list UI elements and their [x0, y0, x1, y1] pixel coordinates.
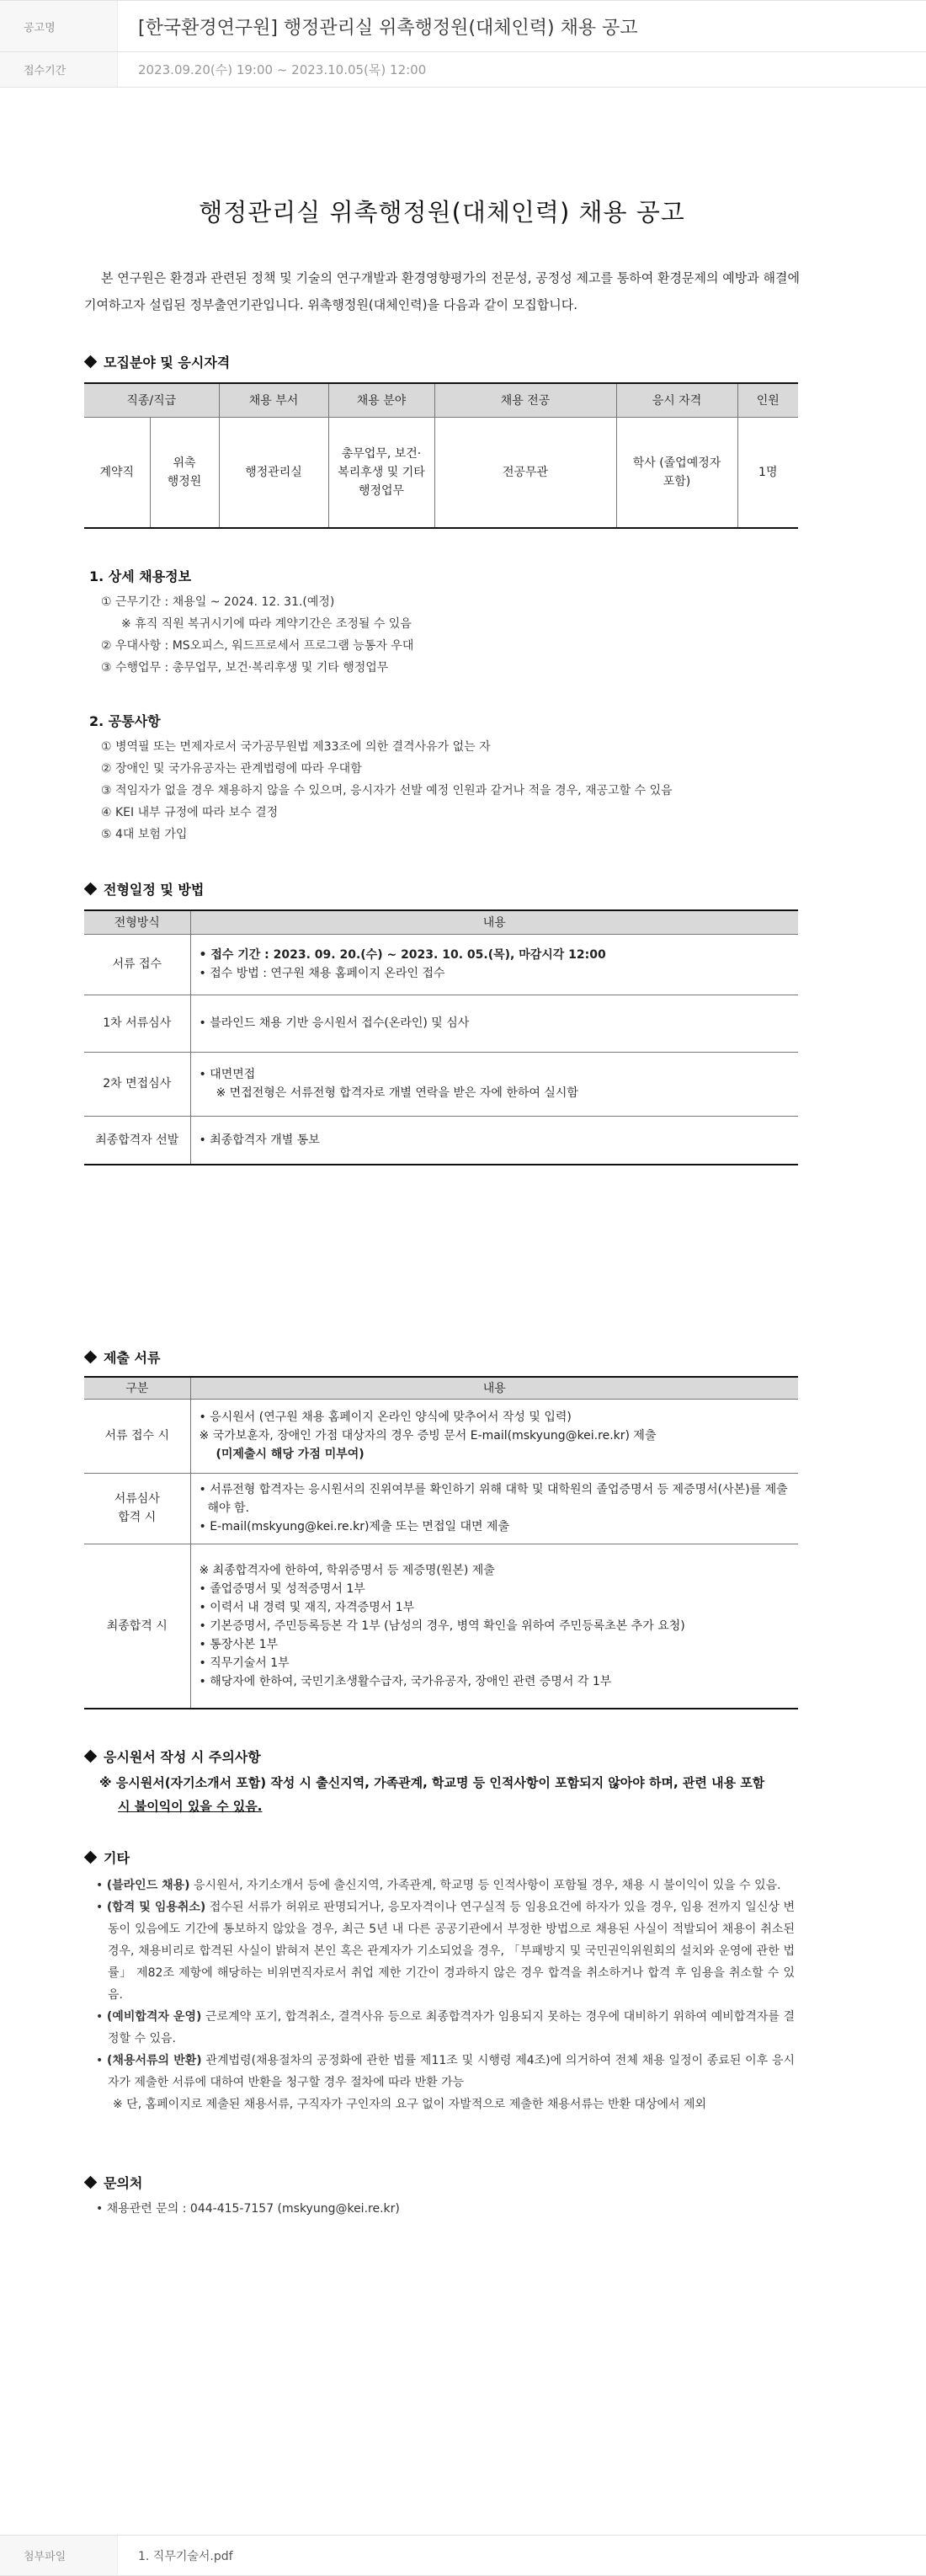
process-content	[190, 1052, 798, 1116]
table-row	[84, 1544, 798, 1709]
table-row	[84, 1473, 798, 1544]
caution-text-2: 시 불이익이 있을 수 있음.	[118, 1799, 263, 1814]
period-label: 접수기간	[0, 52, 118, 87]
contact-line: • 채용관련 문의 : 044-415-7157 (mskyung@kei.re.kr)	[96, 2202, 400, 2216]
table-row	[84, 934, 798, 995]
docs-line: (미제출시 해당 가점 미부여)	[216, 1448, 365, 1461]
detail-heading: 1. 상세 채용정보	[89, 568, 192, 584]
docs-line: • 서류전형 합격자는 응시원서의 진위여부를 확인하기 위해 대학 및 대학원의 졸업증명서 등 제증명서(사본)를 제출해야 함.	[199, 1483, 788, 1515]
period-value: 2023.09.20(수) 19:00 ~ 2023.10.05(목) 12:00	[138, 62, 427, 77]
docs-line: • 응시원서 (연구원 채용 홈페이지 온라인 양식에 맞추어서 작성 및 입력)	[199, 1411, 572, 1424]
detail-item: ① 근무기간 : 채용일 ~ 2024. 12. 31.(예정)	[101, 595, 335, 609]
etc-tag: (예비합격자 운영)	[106, 2010, 202, 2024]
diamond-bullet-icon	[84, 1851, 98, 1864]
process-line: • 블라인드 채용 기반 응시원서 접수(온라인) 및 심사	[199, 1016, 470, 1030]
table-row	[84, 1052, 798, 1116]
docs-name: 서류 접수 시	[84, 1399, 190, 1473]
docs-line: • 직무기술서 1부	[199, 1656, 290, 1670]
process-line: • 대면면접	[199, 1068, 256, 1081]
attachment-row	[0, 2535, 926, 2576]
detail-item: ③ 수행업무 : 총무업무, 보건·복리후생 및 기타 행정업무	[101, 661, 389, 675]
section-etc-heading: 기타	[104, 1850, 130, 1866]
section-docs	[84, 1347, 160, 1367]
table-row	[84, 417, 798, 528]
diamond-bullet-icon	[84, 2176, 98, 2189]
caution-text-1: ※ 응시원서(자기소개서 포함) 작성 시 출신지역, 가족관계, 학교명 등 인적사항이 포함되지 않아야 하며, 관련 내용 포함	[99, 1775, 765, 1790]
docs-line: • 기본증명서, 주민등록등본 각 1부 (남성의 경우, 병역 확인을 위하여 주민등록초본 추가 요청)	[199, 1619, 685, 1633]
etc-text: 근로계약 포기, 합격취소, 결격사유 등으로 최종합격자가 임용되지 못하는 경우에 대비하기 위하여 예비합격자를 결정할 수 있음.	[108, 2010, 795, 2045]
col-header: 인원	[737, 383, 798, 417]
cell-count: 1명	[737, 417, 798, 528]
etc-item: • (합격 및 임용취소) 접수된 서류가 허위로 판명되거나, 응모자격이나 연구실적 등 임용요건에 하자가 있을 경우, 임용 전까지 일신상 변동이 있음에도 기간에 통보하지 않았을 경우, 최근 5년 내 다른 공공기관에서 부정한 방법으로 채용된 사실이 적발되어 채용이 취소된 경우, 채용비리로 합격된 사실이 밝혀져 본인 혹은 관계자가 기소되었을 경우, 「부패방지 및 국민권익위원회의 설치와 운영에 관한 법률」 제82조 제항에 해당하는 비위면직자로서 취업 제한 기간이 경과하지 않은 경우 합격을 취소하거나 합격 후 임용을 취소할 수 있음.	[96, 1901, 795, 2002]
process-line: • 최종합격자 개별 통보	[199, 1133, 320, 1147]
etc-tag: (합격 및 임용취소)	[106, 1901, 206, 1914]
section-process-heading: 전형일정 및 방법	[104, 882, 205, 898]
period-row	[0, 52, 926, 88]
docs-line: • 졸업증명서 및 성적증명서 1부	[199, 1581, 365, 1596]
common-item: ④ KEI 내부 규정에 따라 보수 결정	[101, 806, 279, 819]
attachment-file-link[interactable]: 1. 직무기술서.pdf	[138, 2549, 233, 2563]
common-item: ⑤ 4대 보험 가입	[101, 828, 188, 841]
table-row	[84, 995, 798, 1052]
process-line: • 접수 방법 : 연구원 채용 홈페이지 온라인 접수	[199, 967, 445, 980]
docs-line: ※ 국가보훈자, 장애인 가점 대상자의 경우 증빙 문서 E-mail(mskyung@kei.re.kr) 제출	[199, 1429, 657, 1443]
process-line: • 접수 기간 : 2023. 09. 20.(수) ~ 2023. 10. 05.(목), 마감시각 12:00	[199, 948, 606, 962]
common-heading: 2. 공통사항	[89, 713, 161, 729]
common-item: ① 병역필 또는 면제자로서 국가공무원법 제33조에 의한 결격사유가 없는 자	[101, 740, 491, 754]
caution-line	[99, 1773, 764, 1791]
detail-item: ※ 휴직 직원 복귀시기에 따라 계약기간은 조정될 수 있음	[121, 617, 412, 631]
col-header: 내용	[190, 910, 798, 934]
cell-major: 전공무관	[434, 417, 616, 528]
section-caution	[84, 1747, 261, 1766]
docs-line: • 해당자에 한하여, 국민기초생활수급자, 국가유공자, 장애인 관련 증명서 각 1부	[199, 1674, 612, 1688]
col-header: 구분	[84, 1377, 190, 1399]
col-header: 전형방식	[84, 910, 190, 934]
diamond-bullet-icon	[84, 883, 98, 896]
process-name: 2차 면접심사	[84, 1052, 190, 1116]
section-process	[84, 879, 204, 899]
docs-line: ※ 최종합격자에 한하여, 학위증명서 등 제증명(원본) 제출	[199, 1563, 495, 1577]
process-name: 최종합격자 선발	[84, 1116, 190, 1165]
etc-tag: (채용서류의 반환)	[107, 2054, 202, 2067]
col-header: 응시 자격	[616, 383, 737, 417]
etc-list	[96, 1875, 795, 2115]
section-etc	[84, 1848, 130, 1867]
docs-name: 최종합격 시	[84, 1544, 190, 1709]
etc-item: • (예비합격자 운영) 근로계약 포기, 합격취소, 결격사유 등으로 최종합격자가 임용되지 못하는 경우에 대비하기 위하여 예비합격자를 결정할 수 있음.	[96, 2010, 795, 2045]
section-recruit-heading: 모집분야 및 응시자격	[104, 355, 231, 371]
common-item: ③ 적임자가 없을 경우 채용하지 않을 수 있으며, 응시자가 선발 예정 인원과 같거나 적을 경우, 재공고할 수 있음	[101, 784, 673, 797]
intro-paragraph: 본 연구원은 환경과 관련된 정책 및 기술의 연구개발과 환경영향평가의 전문성, 공정성 제고를 통하여 환경문제의 예방과 해결에 기여하고자 설립된 정부출연기관입니다. 위촉행정원(대체인력)을 다음과 같이 모집합니다.	[84, 270, 800, 312]
section-contact	[84, 2173, 142, 2192]
col-header: 직종/직급	[84, 383, 219, 417]
etc-text: 응시원서, 자기소개서 등에 출신지역, 가족관계, 학교명 등 인적사항이 포함될 경우, 채용 시 불이익이 있을 수 있음.	[189, 1879, 781, 1892]
cell-qual: 학사 (졸업예정자 포함)	[616, 417, 737, 528]
diamond-bullet-icon	[84, 1351, 98, 1364]
notice-title-row	[0, 0, 926, 52]
detail-item: ② 우대사항 : MS오피스, 워드프로세서 프로그램 능통자 우대	[101, 639, 414, 653]
docs-line: • E-mail(mskyung@kei.re.kr)제출 또는 면접일 대면 제출	[199, 1520, 509, 1533]
etc-item: • (채용서류의 반환) 관계법령(채용절차의 공정화에 관한 법률 제11조 및 시행령 제4조)에 의거하여 전체 채용 일정이 종료된 이후 응시자가 제출한 서류에 대하여 반환을 청구할 경우 절차에 따라 반환 가능	[96, 2054, 795, 2089]
docs-table	[84, 1376, 798, 1709]
cell-rank: 위촉 행정원	[150, 417, 219, 528]
col-header: 내용	[190, 1377, 798, 1399]
docs-content	[190, 1544, 798, 1709]
cell-dept: 행정관리실	[219, 417, 328, 528]
notice-title: [한국환경연구원] 행정관리실 위촉행정원(대체인력) 채용 공고	[138, 17, 638, 39]
docs-content	[190, 1473, 798, 1544]
col-header: 채용 전공	[434, 383, 616, 417]
process-content	[190, 1116, 798, 1165]
notice-title-label: 공고명	[0, 1, 118, 51]
section-docs-heading: 제출 서류	[104, 1350, 161, 1366]
process-content	[190, 995, 798, 1052]
process-name: 1차 서류심사	[84, 995, 190, 1052]
col-header: 채용 부서	[219, 383, 328, 417]
etc-text: 접수된 서류가 허위로 판명되거나, 응모자격이나 연구실적 등 임용요건에 하자가 있을 경우, 임용 전까지 일신상 변동이 있음에도 기간에 통보하지 않았을 경우, 최근 5년 내 다른 공공기관에서 부정한 방법으로 채용된 사실이 적발되어 채용이 취소된 경우, 채용비리로 합격된 사실이 밝혀져 본인 혹은 관계자가 기소되었을 경우, 「부패방지 및 국민권익위원회의 설치와 운영에 관한 법률」 제82조 제항에 해당하는 비위면직자로서 취업 제한 기간이 경과하지 않은 경우 합격을 취소하거나 합격 후 임용을 취소할 수 있음.	[108, 1901, 795, 2002]
etc-tag: (블라인드 채용)	[106, 1879, 190, 1892]
col-header: 채용 분야	[328, 383, 434, 417]
recruit-table	[84, 382, 798, 529]
etc-text: 관계법령(채용절차의 공정화에 관한 법률 제11조 및 시행령 제4조)에 의거하여 전체 채용 일정이 종료된 이후 응시자가 제출한 서류에 대하여 반환을 청구할 경우 절차에 따라 반환 가능	[108, 2054, 795, 2089]
cell-field: 총무업무, 보건·복리후생 및 기타 행정업무	[328, 417, 434, 528]
docs-line: • 통장사본 1부	[199, 1637, 279, 1651]
attachment-label: 첨부파일	[0, 2536, 118, 2575]
etc-note: ※ 단, 홈페이지로 제출된 채용서류, 구직자가 구인자의 요구 없이 자발적으로 제출한 채용서류는 반환 대상에서 제외	[113, 2098, 707, 2111]
section-contact-heading: 문의처	[104, 2175, 143, 2191]
cell-type: 계약직	[84, 417, 150, 528]
diamond-bullet-icon	[84, 355, 98, 369]
common-item: ② 장애인 및 국가유공자는 관계법령에 따라 우대함	[101, 762, 362, 776]
process-line: ※ 면접전형은 서류전형 합격자로 개별 연락을 받은 자에 한하여 실시함	[216, 1086, 578, 1100]
docs-name: 서류심사 합격 시	[84, 1473, 190, 1544]
section-caution-heading: 응시원서 작성 시 주의사항	[104, 1749, 261, 1765]
table-row	[84, 1399, 798, 1473]
process-table	[84, 909, 798, 1165]
process-content	[190, 934, 798, 995]
docs-line: • 이력서 내 경력 및 재직, 자격증명서 1부	[199, 1600, 415, 1614]
diamond-bullet-icon	[84, 1750, 98, 1763]
document-title: 행정관리실 위촉행정원(대체인력) 채용 공고	[199, 198, 685, 227]
docs-content	[190, 1399, 798, 1473]
section-recruit	[84, 352, 230, 371]
etc-item: • (블라인드 채용) 응시원서, 자기소개서 등에 출신지역, 가족관계, 학교명 등 인적사항이 포함될 경우, 채용 시 불이익이 있을 수 있음.	[96, 1879, 781, 1892]
process-name: 서류 접수	[84, 934, 190, 995]
table-row	[84, 1116, 798, 1165]
